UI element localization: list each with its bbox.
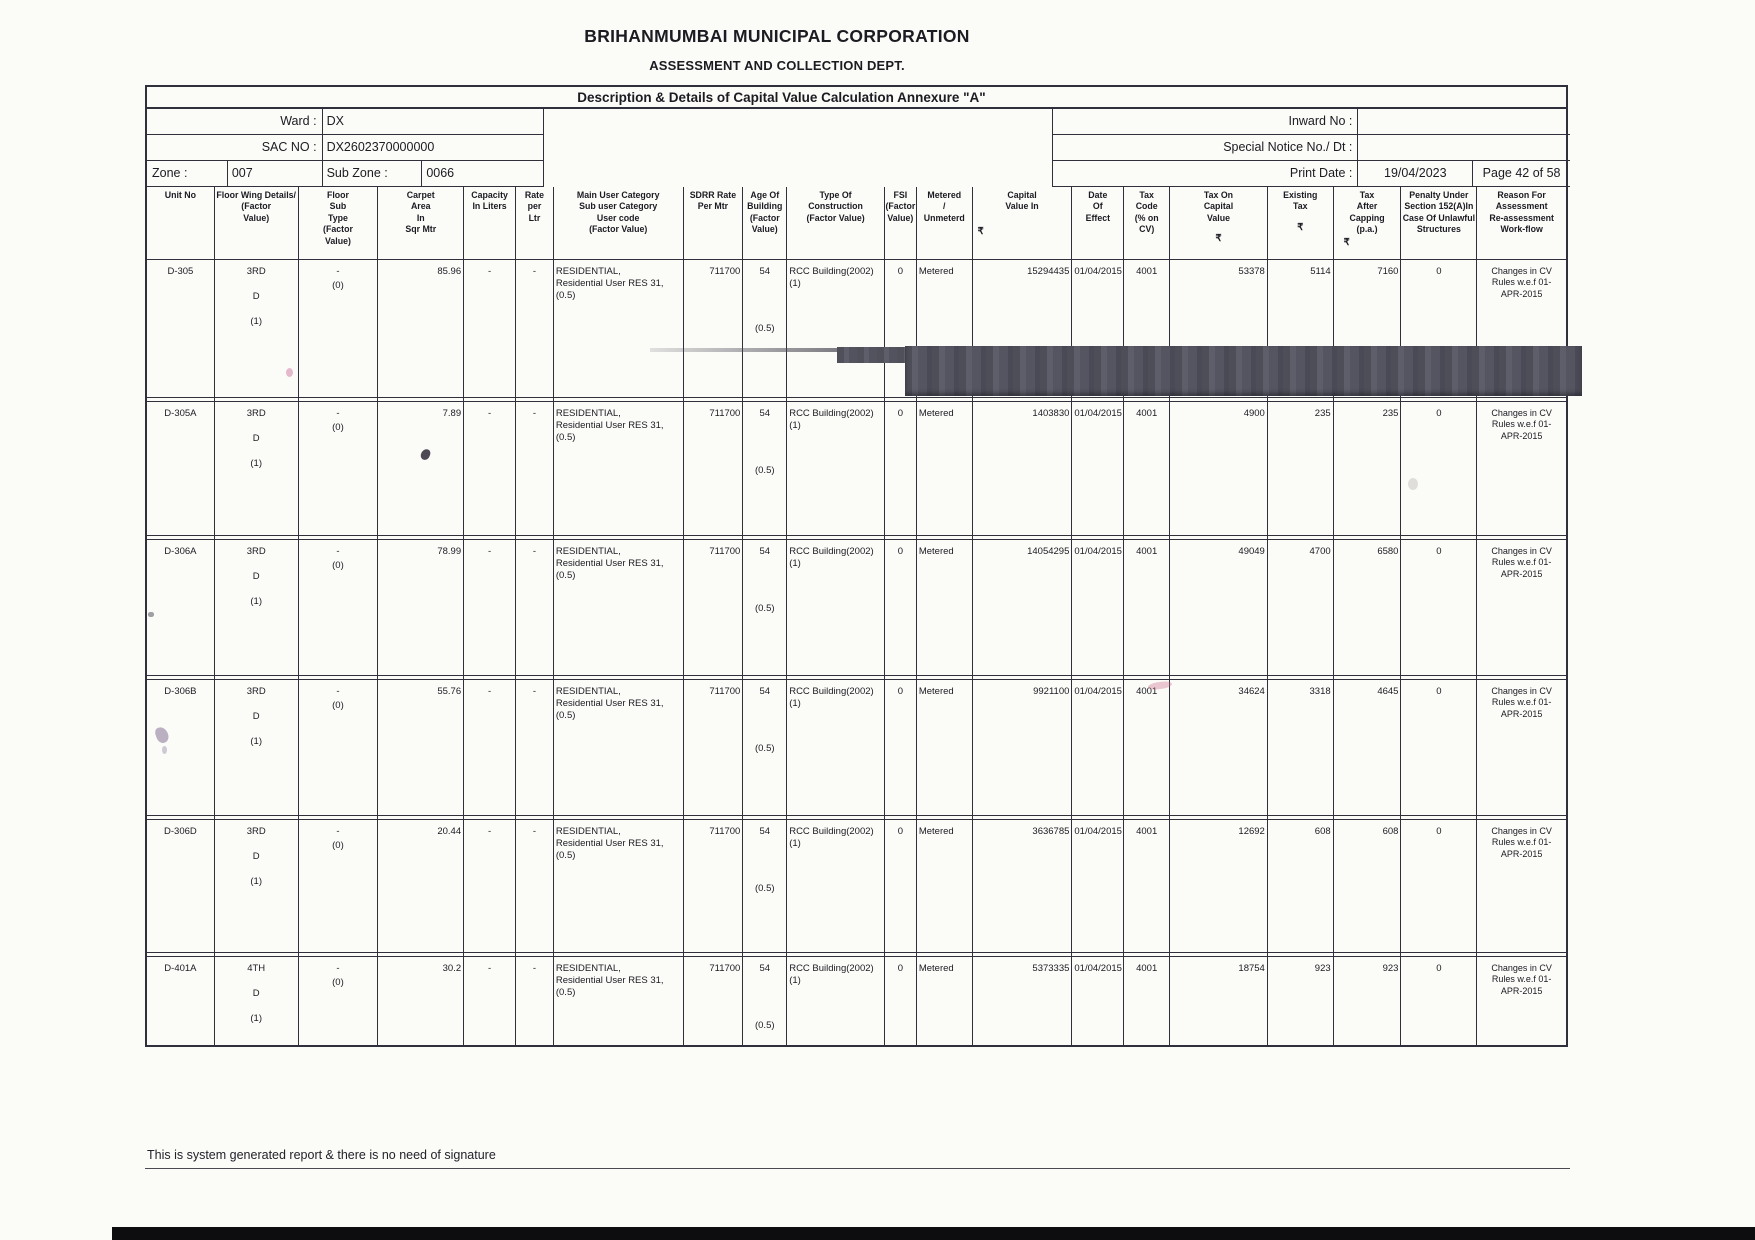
table-cell: RESIDENTIAL, Residential User RES 31, (0.5)	[554, 402, 684, 535]
table-cell: 01/04/2015	[1072, 820, 1124, 952]
table-cell: 3636785	[973, 820, 1073, 952]
row-separator-cell	[464, 816, 516, 819]
table-cell: D-306B	[147, 680, 215, 815]
table-cell: - (0)	[299, 957, 379, 1047]
table-cell: 4001	[1124, 957, 1170, 1047]
table-cell: -	[516, 820, 554, 952]
row-separator-cell	[378, 398, 464, 401]
row-separator-cell	[215, 398, 299, 401]
row-separator-cell	[147, 398, 215, 401]
annexure-table	[145, 85, 1568, 1047]
row-separator-cell	[917, 953, 973, 956]
row-separator-cell	[917, 398, 973, 401]
row-separator-cell	[378, 536, 464, 539]
table-cell: 3RD D (1)	[215, 260, 299, 397]
zone-label: Zone :	[152, 166, 188, 180]
table-cell: 711700	[684, 402, 744, 535]
sac-label: SAC NO :	[261, 140, 317, 154]
column-header: Unit No	[147, 187, 215, 259]
row-separator-cell	[1124, 676, 1170, 679]
row-separator-cell	[1268, 398, 1334, 401]
table-cell: 4001	[1124, 402, 1170, 535]
table-cell: 235	[1334, 402, 1402, 535]
table-cell: -	[464, 540, 516, 675]
row-separator-cell	[1170, 398, 1268, 401]
scan-artifact-band	[905, 346, 1582, 396]
row-separator-cell	[1170, 536, 1268, 539]
row-separator-cell	[885, 816, 917, 819]
column-header: Tax On Capital Value ₹	[1170, 187, 1268, 259]
table-cell: 54 (0.5)	[743, 260, 787, 397]
table-cell: 3RD D (1)	[215, 820, 299, 952]
table-cell: 01/04/2015	[1072, 402, 1124, 535]
row-separator-cell	[1334, 953, 1402, 956]
table-cell: 01/04/2015	[1072, 957, 1124, 1047]
special-notice-row	[1053, 135, 1570, 161]
column-header-row	[147, 187, 1566, 260]
table-cell: 0	[1401, 540, 1477, 675]
row-separator-cell	[299, 676, 379, 679]
table-cell: RCC Building(2002) (1)	[787, 957, 885, 1047]
row-separator-cell	[1072, 953, 1124, 956]
table-cell: Changes in CV Rules w.e.f 01- APR-2015	[1491, 266, 1552, 299]
table-cell: Metered	[917, 957, 973, 1047]
pink-smudge	[286, 368, 293, 377]
column-header: Date Of Effect	[1072, 187, 1124, 259]
table-cell: RESIDENTIAL, Residential User RES 31, (0.5)	[554, 680, 684, 815]
column-header: Reason For Assessment Re-assessment Work-flow	[1489, 190, 1554, 235]
table-cell: -	[464, 957, 516, 1047]
row-separator-cell	[787, 536, 885, 539]
inward-row	[1053, 109, 1570, 135]
row-separator-cell	[464, 398, 516, 401]
table-cell: 6580	[1334, 540, 1402, 675]
table-cell: 78.99	[378, 540, 464, 675]
table-row	[147, 680, 1566, 815]
table-cell: 20.44	[378, 820, 464, 952]
table-cell: 34624	[1170, 680, 1268, 815]
sac-value: DX2602370000000	[322, 135, 543, 160]
row-separator-cell	[554, 536, 684, 539]
row-separator-cell	[215, 676, 299, 679]
table-row	[147, 957, 1566, 1047]
column-header: SDRR Rate Per Mtr	[684, 187, 744, 259]
row-separator-cell	[516, 953, 554, 956]
row-separator-cell	[1170, 816, 1268, 819]
table-cell: 53378	[1170, 260, 1268, 397]
row-separator-cell	[885, 676, 917, 679]
table-cell: D-305A	[147, 402, 215, 535]
table-cell: 01/04/2015	[1072, 680, 1124, 815]
table-cell: 711700	[684, 957, 744, 1047]
table-cell: Changes in CV Rules w.e.f 01- APR-2015	[1491, 408, 1552, 441]
column-header: Capacity In Liters	[464, 187, 516, 259]
table-cell: 0	[885, 957, 917, 1047]
table-cell: Changes in CV Rules w.e.f 01- APR-2015	[1491, 963, 1552, 996]
row-separator-cell	[215, 536, 299, 539]
column-header: FSI (Factor Value)	[885, 187, 917, 259]
table-cell: 4001	[1124, 540, 1170, 675]
table-cell: Changes in CV Rules w.e.f 01- APR-2015	[1491, 686, 1552, 719]
subzone-value: 0066	[421, 161, 543, 186]
column-header: Metered / Unmeterd	[917, 187, 973, 259]
row-separator-cell	[147, 536, 215, 539]
table-cell: 711700	[684, 820, 744, 952]
column-header: Tax Code (% on CV)	[1124, 187, 1170, 259]
row-separator-cell	[215, 816, 299, 819]
column-header: Penalty Under Section 152(A)In Case Of Unlawful Structures	[1401, 187, 1477, 259]
table-cell: RESIDENTIAL, Residential User RES 31, (0.5)	[554, 820, 684, 952]
row-separator-cell	[378, 676, 464, 679]
table-cell: 608	[1268, 820, 1334, 952]
row-separator-cell	[1072, 816, 1124, 819]
row-separator-cell	[147, 816, 215, 819]
row-separator-cell	[787, 398, 885, 401]
table-cell: 12692	[1170, 820, 1268, 952]
column-header: Tax After Capping (p.a.) ₹	[1334, 187, 1402, 259]
table-cell: 54 (0.5)	[743, 402, 787, 535]
row-separator-cell	[1334, 676, 1402, 679]
row-separator-cell	[1477, 398, 1566, 401]
row-separator-cell	[1268, 676, 1334, 679]
table-cell: 0	[1401, 680, 1477, 815]
row-separator-cell	[787, 816, 885, 819]
table-cell: -	[516, 260, 554, 397]
row-separator-cell	[885, 953, 917, 956]
row-separator-cell	[1401, 536, 1477, 539]
annexure-caption: Description & Details of Capital Value Calculation Annexure "A"	[147, 87, 1566, 109]
table-cell: -	[516, 957, 554, 1047]
row-separator-cell	[1170, 953, 1268, 956]
table-cell: 7160	[1334, 260, 1402, 397]
department-subtitle: ASSESSMENT AND COLLECTION DEPT.	[649, 58, 905, 73]
table-cell: 3RD D (1)	[215, 680, 299, 815]
row-separator-cell	[147, 676, 215, 679]
table-cell: -	[464, 260, 516, 397]
table-cell: 0	[885, 540, 917, 675]
row-separator-cell	[684, 676, 744, 679]
row-separator-cell	[1170, 676, 1268, 679]
table-cell: -	[516, 402, 554, 535]
table-cell: 0	[1401, 820, 1477, 952]
inward-label: Inward No :	[1288, 114, 1353, 128]
row-separator-cell	[787, 676, 885, 679]
table-row	[147, 820, 1566, 952]
row-separator-cell	[299, 953, 379, 956]
row-separator-cell	[1477, 953, 1566, 956]
table-cell: 14054295	[973, 540, 1073, 675]
row-separator-cell	[743, 676, 787, 679]
row-separator-cell	[1124, 536, 1170, 539]
row-separator-cell	[516, 816, 554, 819]
table-cell: 4645	[1334, 680, 1402, 815]
table-cell: 711700	[684, 680, 744, 815]
table-cell: - (0)	[299, 402, 379, 535]
row-separator-cell	[973, 536, 1073, 539]
sac-row	[147, 135, 544, 161]
table-cell: RESIDENTIAL, Residential User RES 31, (0.5)	[554, 540, 684, 675]
row-separator-cell	[554, 953, 684, 956]
table-cell: 85.96	[378, 260, 464, 397]
row-separator-cell	[743, 953, 787, 956]
table-cell: 0	[1401, 402, 1477, 535]
row-separator-cell	[1401, 816, 1477, 819]
table-cell: 711700	[684, 260, 744, 397]
table-cell: 9921100	[973, 680, 1073, 815]
table-cell: 49049	[1170, 540, 1268, 675]
table-cell: 30.2	[378, 957, 464, 1047]
row-separator-cell	[516, 398, 554, 401]
table-cell: 0	[885, 260, 917, 397]
row-separator-cell	[378, 953, 464, 956]
row-separator-cell	[917, 536, 973, 539]
system-generated-note: This is system generated report & there is no need of signature	[147, 1148, 496, 1162]
table-cell: 4001	[1124, 820, 1170, 952]
ward-value: DX	[322, 109, 543, 134]
table-cell: -	[464, 820, 516, 952]
row-separator-cell	[464, 536, 516, 539]
row-separator-cell	[973, 953, 1073, 956]
table-cell: D-401A	[147, 957, 215, 1047]
table-cell: 4001	[1124, 260, 1170, 397]
table-cell: RCC Building(2002) (1)	[787, 820, 885, 952]
column-header: Capital Value In ₹	[973, 187, 1073, 259]
table-cell: 608	[1334, 820, 1402, 952]
footer-rule-line	[145, 1168, 1570, 1169]
info-header-area	[147, 109, 1566, 187]
table-cell: 5373335	[973, 957, 1073, 1047]
row-separator-cell	[973, 816, 1073, 819]
table-cell: 4700	[1268, 540, 1334, 675]
row-separator-cell	[787, 953, 885, 956]
table-cell: 923	[1334, 957, 1402, 1047]
table-cell: 55.76	[378, 680, 464, 815]
table-cell: RCC Building(2002) (1)	[787, 540, 885, 675]
table-cell: 54 (0.5)	[743, 957, 787, 1047]
row-separator-cell	[554, 676, 684, 679]
row-separator-cell	[1477, 676, 1566, 679]
row-separator-cell	[684, 536, 744, 539]
column-header: Existing Tax ₹	[1268, 187, 1334, 259]
table-cell: -	[464, 402, 516, 535]
row-separator-cell	[885, 398, 917, 401]
info-left-block	[147, 109, 544, 187]
row-separator-cell	[464, 676, 516, 679]
faint-speck	[1408, 478, 1418, 490]
small-dark-speck	[148, 612, 154, 617]
row-separator-cell	[684, 816, 744, 819]
table-cell: Metered	[917, 260, 973, 397]
table-cell: D-306D	[147, 820, 215, 952]
table-cell: Metered	[917, 540, 973, 675]
table-cell: 1403830	[973, 402, 1073, 535]
row-separator-cell	[973, 398, 1073, 401]
table-row	[147, 540, 1566, 675]
zone-row	[147, 161, 544, 187]
table-cell: 4900	[1170, 402, 1268, 535]
table-cell: -	[516, 540, 554, 675]
row-separator-cell	[1334, 536, 1402, 539]
table-cell: 01/04/2015	[1072, 260, 1124, 397]
table-cell: RCC Building(2002) (1)	[787, 680, 885, 815]
row-separator-cell	[554, 398, 684, 401]
row-separator-cell	[917, 816, 973, 819]
table-cell: - (0)	[299, 260, 379, 397]
table-cell: 7.89	[378, 402, 464, 535]
table-cell: Changes in CV Rules w.e.f 01- APR-2015	[1491, 826, 1552, 859]
table-cell: 0	[885, 402, 917, 535]
row-separator-cell	[1124, 398, 1170, 401]
table-cell: D-305	[147, 260, 215, 397]
corporation-title: BRIHANMUMBAI MUNICIPAL CORPORATION	[584, 26, 970, 46]
table-cell: 5114	[1268, 260, 1334, 397]
column-header: Type Of Construction (Factor Value)	[787, 187, 885, 259]
row-separator-cell	[1268, 536, 1334, 539]
table-cell: 923	[1268, 957, 1334, 1047]
row-separator-cell	[1072, 536, 1124, 539]
table-cell: 3RD D (1)	[215, 540, 299, 675]
row-separator-cell	[1268, 816, 1334, 819]
column-header: Carpet Area In Sqr Mtr	[378, 187, 464, 259]
table-cell: -	[516, 680, 554, 815]
table-cell: Metered	[917, 820, 973, 952]
row-separator-cell	[1124, 953, 1170, 956]
row-separator-cell	[1477, 816, 1566, 819]
table-cell: RCC Building(2002) (1)	[787, 402, 885, 535]
row-separator-cell	[1334, 816, 1402, 819]
table-cell: 4TH D (1)	[215, 957, 299, 1047]
inward-value	[1357, 109, 1570, 134]
row-separator-cell	[684, 398, 744, 401]
table-cell: 0	[1401, 260, 1477, 397]
table-cell: RCC Building(2002) (1)	[787, 260, 885, 397]
row-separator-cell	[1477, 536, 1566, 539]
zone-value: 007	[227, 161, 322, 186]
info-right-block	[1052, 109, 1570, 187]
ward-row	[147, 109, 544, 135]
row-separator-cell	[1334, 398, 1402, 401]
table-cell: Metered	[917, 680, 973, 815]
row-separator-cell	[885, 536, 917, 539]
table-cell: Metered	[917, 402, 973, 535]
row-separator-cell	[1072, 676, 1124, 679]
row-separator-cell	[378, 816, 464, 819]
row-separator-cell	[1072, 398, 1124, 401]
column-header: Floor Sub Type (Factor Value)	[299, 187, 379, 259]
table-cell: 15294435	[973, 260, 1073, 397]
row-separator-cell	[516, 536, 554, 539]
purple-smudge-tail	[162, 746, 167, 754]
column-header: Age Of Building (Factor Value)	[743, 187, 787, 259]
row-separator-cell	[1401, 398, 1477, 401]
table-cell: D-306A	[147, 540, 215, 675]
special-notice-value	[1357, 135, 1570, 160]
row-separator-cell	[1124, 816, 1170, 819]
table-cell: 0	[885, 820, 917, 952]
row-separator-cell	[743, 398, 787, 401]
row-separator-cell	[464, 953, 516, 956]
special-notice-label: Special Notice No./ Dt :	[1223, 140, 1353, 154]
table-cell: 18754	[1170, 957, 1268, 1047]
table-cell: - (0)	[299, 820, 379, 952]
row-separator-cell	[215, 953, 299, 956]
row-separator-cell	[299, 398, 379, 401]
row-separator-cell	[554, 816, 684, 819]
page-number: Page 42 of 58	[1472, 161, 1570, 186]
row-separator-cell	[1401, 676, 1477, 679]
table-cell: RESIDENTIAL, Residential User RES 31, (0.5)	[554, 260, 684, 397]
table-cell: 54 (0.5)	[743, 680, 787, 815]
row-separator-cell	[917, 676, 973, 679]
table-cell: 3RD D (1)	[215, 402, 299, 535]
row-separator-cell	[1268, 953, 1334, 956]
row-separator-cell	[516, 676, 554, 679]
table-cell: -	[464, 680, 516, 815]
column-header: Rate per Ltr	[516, 187, 554, 259]
column-header: Floor Wing Details/ (Factor Value)	[215, 187, 299, 259]
row-separator-cell	[147, 953, 215, 956]
printdate-value: 19/04/2023	[1357, 161, 1472, 186]
table-cell: 235	[1268, 402, 1334, 535]
table-cell: 54 (0.5)	[743, 820, 787, 952]
column-header: Main User Category Sub user Category User code (Factor Value)	[554, 187, 684, 259]
ward-label: Ward :	[280, 114, 317, 128]
printdate-row	[1053, 161, 1570, 187]
row-separator-cell	[1401, 953, 1477, 956]
table-row	[147, 402, 1566, 535]
scan-edge-artifact	[112, 1227, 1755, 1240]
table-cell: - (0)	[299, 540, 379, 675]
row-separator-cell	[743, 816, 787, 819]
table-cell: 0	[885, 680, 917, 815]
row-separator-cell	[299, 536, 379, 539]
table-cell: - (0)	[299, 680, 379, 815]
printdate-label: Print Date :	[1289, 166, 1353, 180]
row-separator-cell	[299, 816, 379, 819]
row-separator-cell	[973, 676, 1073, 679]
table-cell: RESIDENTIAL, Residential User RES 31, (0.5)	[554, 957, 684, 1047]
subzone-label: Sub Zone :	[322, 161, 422, 186]
table-cell: Changes in CV Rules w.e.f 01- APR-2015	[1491, 546, 1552, 579]
row-separator-cell	[743, 536, 787, 539]
table-cell: 4001	[1124, 680, 1170, 815]
row-separator-cell	[684, 953, 744, 956]
table-cell: 0	[1401, 957, 1477, 1047]
table-cell: 54 (0.5)	[743, 540, 787, 675]
table-cell: 01/04/2015	[1072, 540, 1124, 675]
table-cell: 3318	[1268, 680, 1334, 815]
table-cell: 711700	[684, 540, 744, 675]
